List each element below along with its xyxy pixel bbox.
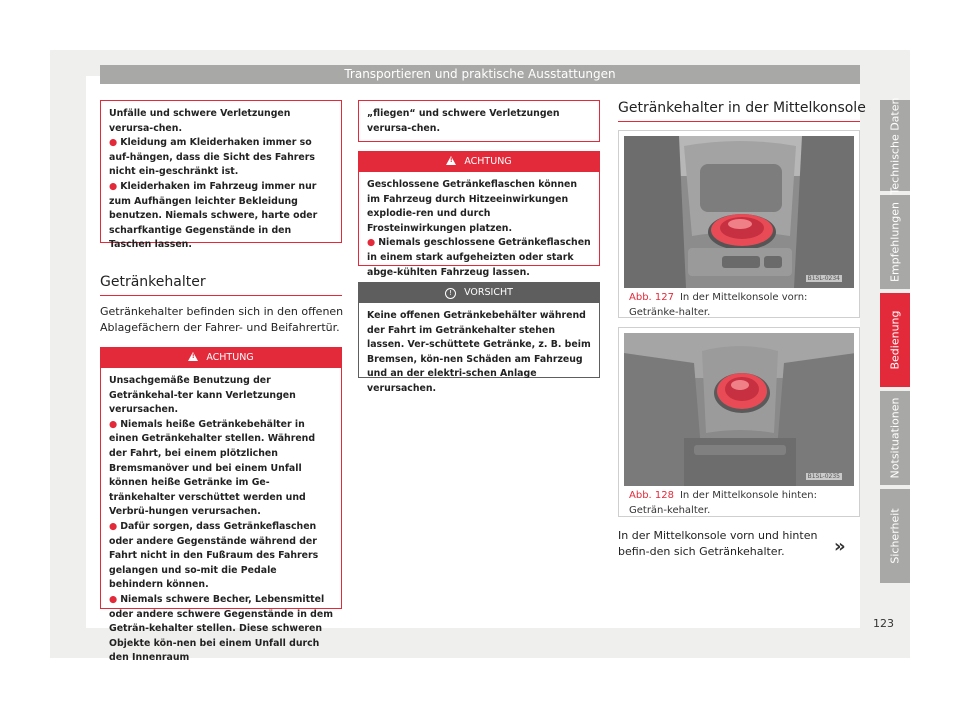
page-header: Transportieren und praktische Ausstattungen xyxy=(100,65,860,84)
figure-code: B1SL-0235 xyxy=(807,473,840,480)
tab-empfehlungen[interactable]: Empfehlungen xyxy=(880,195,910,289)
warning-bullet: ● Kleidung am Kleiderhaken immer so auf-hängen, dass die Sicht des Fahrers nicht ein-geschränkt ist. xyxy=(109,137,315,178)
warning-header: !ACHTUNG xyxy=(101,348,341,368)
page-number: 123 xyxy=(873,617,894,630)
note-text: Keine offenen Getränkebehälter während der Fahrt im Getränkehalter stehen lassen. Ver-schüttete Getränke, z. B. beim Bremsen, kön-nen Schäden am Fahrzeug und an der elektri-schen Anlage verursachen. xyxy=(367,310,591,394)
warning-box-continued xyxy=(358,100,600,142)
warning-bullet: ● Niemals heiße Getränkebehälter in einen Getränkehalter stellen. Während der Fahrt, bei einem plötzlichen Bremsmanöver und bei einem Unfall können heiße Getränke im Ge-tränkehalter verschüttet werden und Verbrü-hungen verursachen. xyxy=(109,418,316,518)
figure-caption: Abb. 128 In der Mittelkonsole hinten: Geträn-kehalter. xyxy=(629,490,817,516)
warning-text: „fliegen“ und schwere Verletzungen verursa-chen. xyxy=(367,108,560,134)
warning-text: Unfälle und schwere Verletzungen verursa-chen. xyxy=(109,108,291,134)
section-rule xyxy=(618,121,860,122)
section-heading: Getränkehalter xyxy=(100,274,206,290)
warning-text: Unsachgemäße Benutzung der Getränkehal-ter kann Verletzungen verursachen. xyxy=(109,375,296,416)
continue-mark: » xyxy=(834,536,846,557)
figure-caption: Abb. 127 In der Mittelkonsole vorn: Getränke-halter. xyxy=(629,292,808,318)
section-heading: Getränkehalter in der Mittelkonsole xyxy=(618,100,866,116)
section-rule xyxy=(100,295,342,296)
warning-bullet: ● Niemals geschlossene Getränkeflaschen in einem stark aufgeheizten oder stark abge-kühlten Fahrzeug lassen. xyxy=(367,237,591,278)
warning-bullet: ● Kleiderhaken im Fahrzeug immer nur zum Aufhängen leichter Bekleidung benutzen. Niemals schwere, harte oder scharfkantige Gegenstände in den Taschen lassen. xyxy=(109,180,318,251)
figure-code: B1SL-0234 xyxy=(807,275,840,282)
note-header: ! VORSICHT xyxy=(359,283,599,303)
tab-bedienung[interactable]: Bedienung xyxy=(880,293,910,387)
info-circle-icon: ! xyxy=(445,288,456,299)
warning-box-continued xyxy=(100,100,342,251)
warning-bullet: ● Niemals schwere Becher, Lebensmittel oder andere schwere Gegenstände in dem Geträn-kehalter stellen. Diese schweren Objekte kön-nen bei einem Unfall durch den Innenraum xyxy=(109,593,333,664)
tab-sicherheit[interactable]: Sicherheit xyxy=(880,489,910,583)
warning-box xyxy=(358,151,600,278)
warning-header: !ACHTUNG xyxy=(359,152,599,172)
warning-text: Geschlossene Getränkeflaschen können im Fahrzeug durch Hitzeeinwirkungen explodie-ren und durch Frosteinwirkungen platzen. xyxy=(367,179,578,234)
figure-128 xyxy=(618,327,860,517)
tab-technische-daten[interactable]: Technische Daten xyxy=(880,100,910,191)
body-text: In der Mittelkonsole vorn und hinten befin-den sich Getränkehalter. xyxy=(618,529,818,558)
tab-notsituationen[interactable]: Notsituationen xyxy=(880,391,910,485)
note-box xyxy=(358,282,600,394)
figure-image xyxy=(624,136,854,288)
warning-bullet: ● Dafür sorgen, dass Getränkeflaschen oder andere Gegenstände während der Fahrt nicht in den Fußraum des Fahrers gelangen und so-mit die Pedale behindern können. xyxy=(109,520,319,591)
figure-image xyxy=(624,333,854,486)
intro-text: Getränkehalter befinden sich in den offenen Ablagefächern der Fahrer- und Beifahrertür. xyxy=(100,305,344,334)
warning-box xyxy=(100,347,342,664)
warning-triangle-icon xyxy=(188,352,198,361)
figure-127 xyxy=(618,130,860,318)
warning-triangle-icon xyxy=(446,156,456,165)
